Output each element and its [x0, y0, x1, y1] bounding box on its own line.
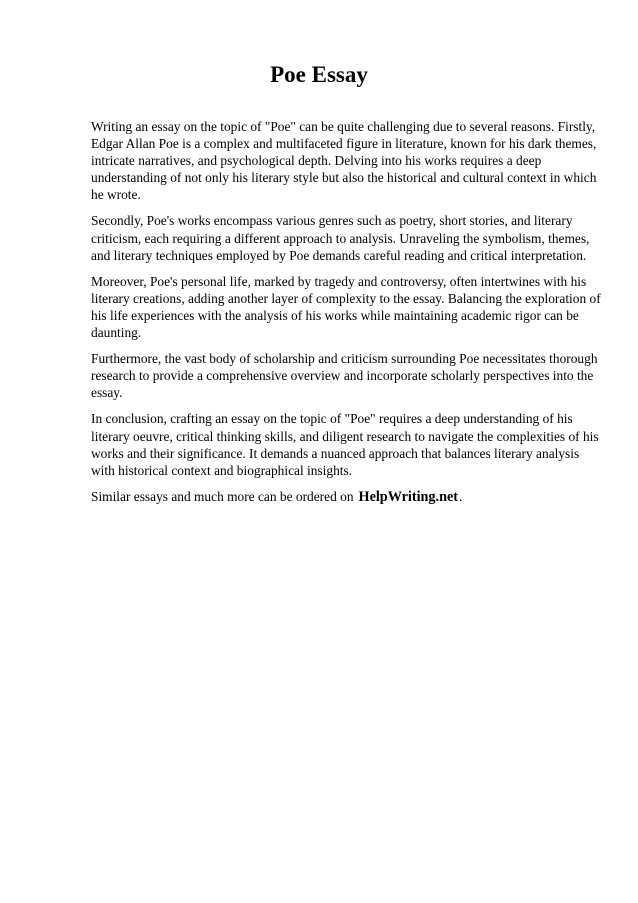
- paragraph-4: Furthermore, the vast body of scholarship and criticism surrounding Poe necessitates thorough research to provide a comprehensive overview and incorporate scholarly perspectives into the essay.: [91, 351, 598, 401]
- footer-text: Similar essays and much more can be ordered on: [91, 488, 354, 504]
- paragraph-3: Moreover, Poe's personal life, marked by tragedy and controversy, often intertwines with his literary creations, adding another layer of complexity to the essay. Balancing the exploration of his life experiences with the analysis of his works while maintaining academic rigor can be daunting.: [91, 273, 601, 341]
- essay-body: [91, 118, 601, 515]
- footer-line: [91, 488, 601, 506]
- page-title: Poe Essay: [270, 62, 368, 87]
- helpwriting-link[interactable]: HelpWriting.net: [358, 488, 458, 505]
- footer-suffix: .: [458, 488, 463, 504]
- paragraph-2: Secondly, Poe's works encompass various genres such as poetry, short stories, and literary criticism, each requiring a different approach to analysis. Unraveling the symbolism, themes, and literary techniques employed by Poe demands careful reading and critical interpretation.: [91, 213, 590, 263]
- paragraph-5: In conclusion, crafting an essay on the topic of "Poe" requires a deep understanding of his literary oeuvre, critical thinking skills, and diligent research to navigate the complexities of his works and their significance. It demands a nuanced approach that balances literary analysis with historical context and biographical insights.: [91, 411, 599, 478]
- paragraph-1: Writing an essay on the topic of "Poe" can be quite challenging due to several reasons. Firstly, Edgar Allan Poe is a complex and multifaceted figure in literature, known for his dark themes, intricate narratives, and psychological depth. Delving into his works requires a deep understanding of not only his literary style but also the historical and cultural context in which he wrote.: [91, 119, 597, 203]
